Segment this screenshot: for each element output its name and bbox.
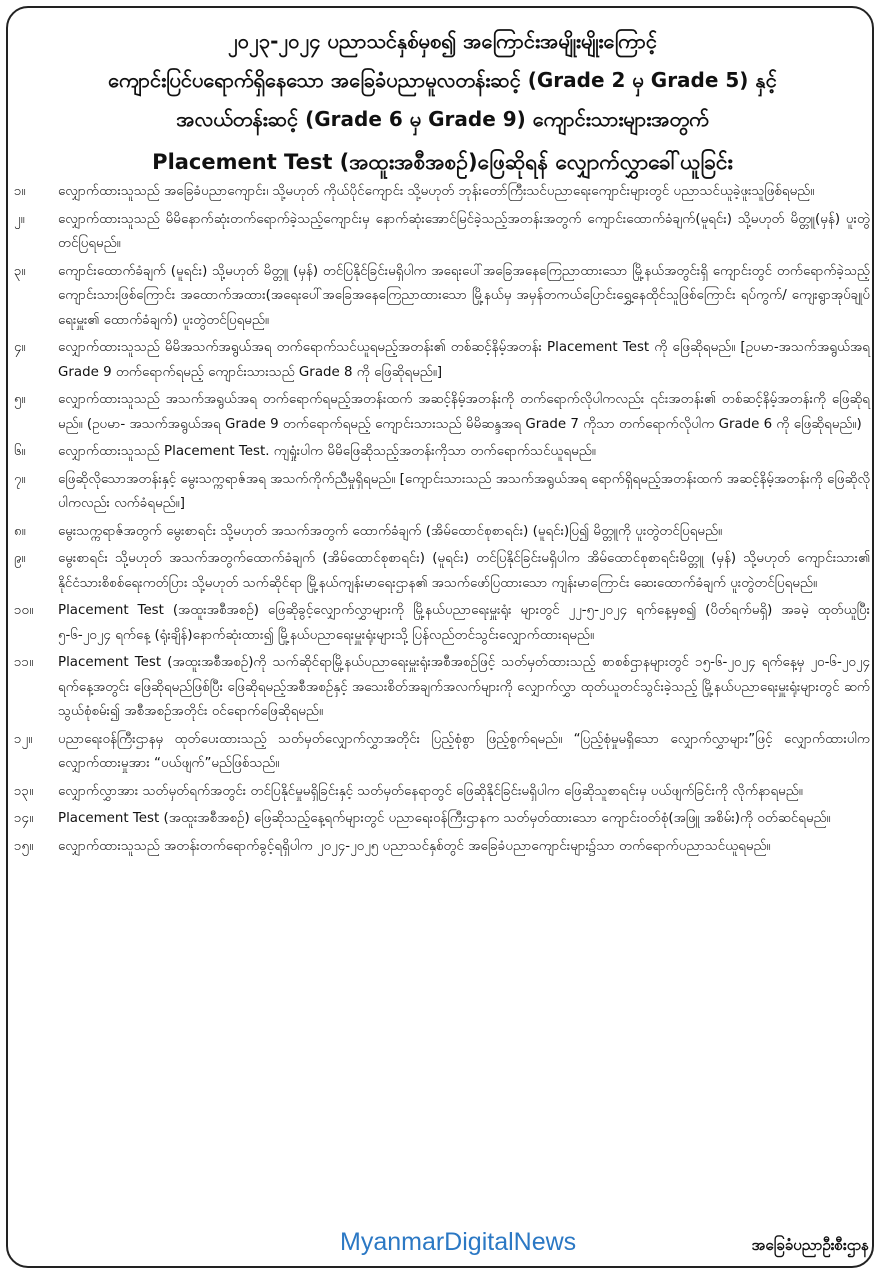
list-item xyxy=(14,208,870,257)
item-number: ၉။ xyxy=(14,551,26,566)
list-item xyxy=(14,651,870,725)
list-item xyxy=(14,180,870,205)
item-text: မွေးသက္ကရာဇ်အတွက် မွေးစာရင်း သို့မဟုတ် အသက်အတွက် ထောက်ခံချက် (အိမ်ထောင်စုစာရင်း) (မူရင်း)ပြ၍ မိတ္တူကို ပူးတွဲတင်ပြရမည်။ xyxy=(58,523,723,539)
item-text: မွေးစာရင်း သို့မဟုတ် အသက်အတွက်ထောက်ခံချက် (အိမ်ထောင်စုစာရင်း) (မူရင်း) တင်ပြနိုင်ခြင်းမရှိပါက အိမ်ထောင်စုစာရင်းမိတ္တူ (မှန်) သို့မဟုတ် ကျောင်းသား၏ နိုင်ငံသားစိစစ်ရေးကတ်ပြား သို့မဟုတ် သက်ဆိုင်ရာ မြို့နယ်ကျန်းမာရေးဌာန၏ အသက်ဖော်ပြထားသော ကျန်းမာကြောင်း ဆေးထောက်ခံချက် ပူးတွဲတင်ပြရမည်။ xyxy=(58,551,870,591)
watermark-brand: MyanmarDigitalNews xyxy=(340,1228,577,1256)
item-number: ၁၀။ xyxy=(14,603,34,618)
item-number: ၈။ xyxy=(14,523,26,539)
item-number: ၁၅။ xyxy=(14,838,34,854)
heading-line-3: အလယ်တန်းဆင့် (Grade 6 မှ Grade 9) ကျောင်းသားများအတွက် xyxy=(176,107,709,131)
item-text: ဖြေဆိုလိုသောအတန်းနှင့် မွေးသက္ကရာဇ်အရ အသက်ကိုက်ညီမှုရှိရမည်။ [ကျောင်းသားသည် အသက်အရွယ်အရ ရောက်ရှိရမည့်အတန်းထက် အဆင့်နိမ့်အတန်းကို ဖြေဆိုလိုပါကလည်း လက်ခံရမည်။] xyxy=(58,471,870,511)
item-text: လျှောက်ထားသူသည် မိမိနောက်ဆုံးတက်ရောက်ခဲ့သည့်ကျောင်းမှ နောက်ဆုံးအောင်မြင်ခဲ့သည့်အတန်းအတွက် ကျောင်းထောက်ခံချက်(မူရင်း) သို့မဟုတ် မိတ္တူ(မှန်) ပူးတွဲတင်ပြရမည်။ xyxy=(58,211,870,251)
item-number: ၃။ xyxy=(14,263,26,279)
item-text: လျှောက်ထားသူသည် အခြေခံပညာကျောင်း၊ သို့မဟုတ် ကိုယ်ပိုင်ကျောင်း သို့မဟုတ် ဘုန်းတော်ကြီးသင်ပညာရေးကျောင်းများတွင် ပညာသင်ယူခဲ့ဖူးသူဖြစ်ရမည်။ xyxy=(58,184,815,199)
item-text: ကျောင်းထောက်ခံချက် (မူရင်း) သို့မဟုတ် မိတ္တူ (မှန်) တင်ပြနိုင်ခြင်းမရှိပါက အရေးပေါ်အခြေအနေကြေညာထားသော မြို့နယ်အတွင်းရှိ ကျောင်းတွင် တက်ရောက်ခဲ့သည့် ကျောင်းသားဖြစ်ကြောင်း အထောက်အထား(အရေးပေါ်အခြေအနေကြေညာထားသော မြို့နယ်မှ အမှန်တကယ်ပြောင်းရွှေ့နေထိုင်သူဖြစ်ကြောင်း ရပ်ကွက်/ ကျေးရွာအုပ်ချုပ်ရေးမှူး၏ ထောက်ခံချက်) ပူးတွဲတင်ပြရမည်။ xyxy=(58,263,870,328)
issuing-department: အခြေခံပညာဦးစီးဌာန xyxy=(751,1236,869,1254)
item-number: ၄။ xyxy=(14,340,26,355)
item-number: ၆။ xyxy=(14,444,26,459)
item-number: ၇။ xyxy=(14,471,26,487)
list-item xyxy=(14,599,870,648)
list-item xyxy=(14,520,870,545)
item-text: Placement Test (အထူးအစီအစဉ်)ကို သက်ဆိုင်ရာမြို့နယ်ပညာရေးမှူးရုံးအစီအစဉ်ဖြင့် သတ်မှတ်ထားသည့် စာစစ်ဌာနများတွင် ၁၅-၆-၂၀၂၄ ရက်နေ့မှ ၂၀-၆-၂၀၂၄ ရက်နေ့အတွင်း ဖြေဆိုရမည်ဖြစ်ပြီး ဖြေဆိုရမည့်အစီအစဉ်နှင့် အသေးစိတ်အချက်အလက်များကို လျှောက်လွှာ ထုတ်ယူတင်သွင်းခဲ့သည့် မြို့နယ်ပညာရေးမှူးရုံးများတွင် ဆက်သွယ်စုံစမ်း၍ အစီအစဉ်အတိုင်း ဝင်ရောက်ဖြေဆိုရမည်။ xyxy=(58,655,870,719)
list-item xyxy=(14,260,870,334)
list-item xyxy=(14,336,870,385)
item-number: ၁၂။ xyxy=(14,731,33,747)
announcement-heading xyxy=(20,22,865,182)
heading-line-2: ကျောင်းပြင်ပရောက်ရှိနေသော အခြေခံပညာမူလတန်းဆင့် (Grade 2 မှ Grade 5) နှင့် xyxy=(108,68,777,92)
item-text: လျှောက်ထားသူသည် အတန်းတက်ရောက်ခွင့်ရရှိပါက ၂၀၂၄-၂၀၂၅ ပညာသင်နှစ်တွင် အခြေခံပညာကျောင်းများ၌သာ တက်ရောက်ပညာသင်ယူရမည်။ xyxy=(58,838,771,854)
list-item xyxy=(14,440,870,465)
item-number: ၁၄။ xyxy=(14,811,34,826)
list-item xyxy=(14,807,870,832)
item-number: ၁၃။ xyxy=(14,783,34,799)
list-item xyxy=(14,780,870,805)
item-number: ၁၁။ xyxy=(14,655,34,670)
item-text: လျှောက်ထားသူသည် မိမိအသက်အရွယ်အရ တက်ရောက်သင်ယူရမည့်အတန်း၏ တစ်ဆင့်နိမ့်အတန်း Placement Test ကို ဖြေဆိုရမည်။ [ဥပမာ-အသက်အရွယ်အရ Grade 9 တက်ရောက်ရမည့် ကျောင်းသားသည် Grade 8 ကို ဖြေဆိုရမည်။] xyxy=(58,340,870,380)
list-item xyxy=(14,547,870,596)
item-text: Placement Test (အထူးအစီအစဉ်) ဖြေဆိုသည့်နေ့ရက်များတွင် ပညာရေးဝန်ကြီးဌာနက သတ်မှတ်ထားသော ကျောင်းဝတ်စုံ(အဖြူ အစိမ်း)ကို ဝတ်ဆင်ရမည်။ xyxy=(58,811,831,826)
heading-line-1: ၂၀၂၃-၂၀၂၄ ပညာသင်နှစ်မှစ၍ အကြောင်းအမျိုးမျိုးကြောင့် xyxy=(227,29,657,53)
item-number: ၂။ xyxy=(14,211,25,227)
item-number: ၁။ xyxy=(14,184,26,199)
item-text: လျှောက်ထားသူသည် အသက်အရွယ်အရ တက်ရောက်ရမည့်အတန်းထက် အဆင့်နိမ့်အတန်းကို တက်ရောက်လိုပါကလည်း ၎င်းအတန်း၏ တစ်ဆင့်နိမ့်အတန်းကို ဖြေဆိုရမည်။ (ဥပမာ- အသက်အရွယ်အရ Grade 9 တက်ရောက်ရမည့် ကျောင်းသားသည် မိမိဆန္ဒအရ Grade 7 ကိုသာ တက်ရောက်လိုပါက Grade 6 ကို ဖြေဆိုရမည်။) xyxy=(58,392,870,432)
list-item xyxy=(14,835,870,860)
item-text: ပညာရေးဝန်ကြီးဌာနမှ ထုတ်ပေးထားသည့် သတ်မှတ်လျှောက်လွှာအတိုင်း ပြည့်စုံစွာ ဖြည့်စွက်ရမည်။ “ပြည့်စုံမှုမရှိသော လျှောက်လွှာများ”ဖြင့် လျှောက်ထားပါက လျှောက်ထားမှုအား “ပယ်ဖျက်”မည်ဖြစ်သည်။ xyxy=(58,731,870,771)
item-number: ၅။ xyxy=(14,392,26,407)
rules-list xyxy=(14,180,870,862)
heading-line-4: Placement Test (အထူးအစီအစဉ်)ဖြေဆိုရန် လျှောက်လွှာခေါ်ယူခြင်း xyxy=(152,150,733,174)
list-item xyxy=(14,468,870,517)
item-text: Placement Test (အထူးအစီအစဉ်) ဖြေဆိုခွင့်လျှောက်လွှာများကို မြို့နယ်ပညာရေးမှူးရုံး များတွင် ၂၂-၅-၂၀၂၄ ရက်နေ့မှစ၍ (ပိတ်ရက်မရှိ) အခမဲ့ ထုတ်ယူပြီး ၅-၆-၂၀၂၄ ရက်နေ့ (ရုံးချိန်)နောက်ဆုံးထား၍ မြို့နယ်ပညာရေးမှူးရုံးများသို့ ပြန်လည်တင်သွင်းလျှောက်ထားရမည်။ xyxy=(58,603,870,643)
item-text: လျှောက်ထားသူသည် Placement Test. ကျရှုံးပါက မိမိဖြေဆိုသည့်အတန်းကိုသာ တက်ရောက်သင်ယူရမည်။ xyxy=(58,444,596,459)
list-item xyxy=(14,388,870,437)
list-item xyxy=(14,728,870,777)
item-text: လျှောက်လွှာအား သတ်မှတ်ရက်အတွင်း တင်ပြနိုင်မှုမရှိခြင်းနှင့် သတ်မှတ်နေရာတွင် ဖြေဆိုနိုင်ခြင်းမရှိပါက ဖြေဆိုသူစာရင်းမှ ပယ်ဖျက်ခြင်းကို လိုက်နာရမည်။ xyxy=(58,783,803,799)
